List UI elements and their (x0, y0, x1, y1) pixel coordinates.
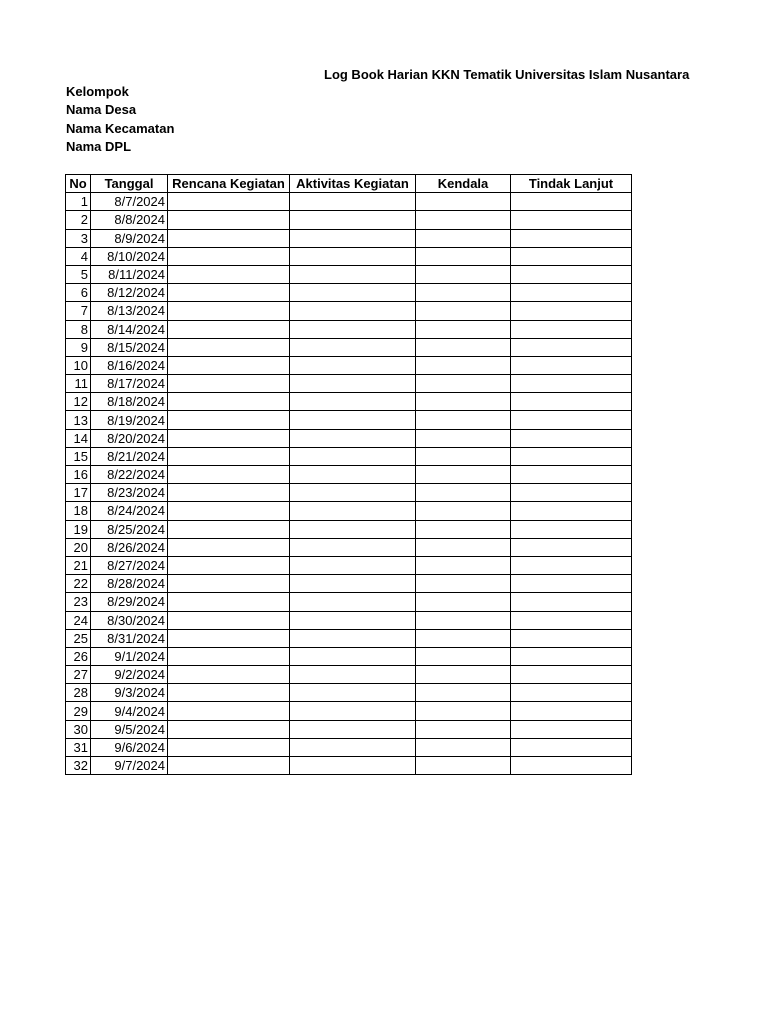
cell-tindak-lanjut[interactable] (511, 666, 632, 684)
table-row (66, 593, 632, 611)
table-row (66, 702, 632, 720)
cell-tanggal: 8/11/2024 (91, 265, 168, 283)
table-row (66, 284, 632, 302)
cell-tanggal: 8/12/2024 (91, 284, 168, 302)
cell-aktivitas-kegiatan[interactable] (290, 629, 416, 647)
cell-tanggal: 9/4/2024 (91, 702, 168, 720)
cell-rencana-kegiatan[interactable] (168, 647, 290, 665)
cell-kendala[interactable] (416, 556, 511, 574)
cell-kendala[interactable] (416, 247, 511, 265)
table-row (66, 575, 632, 593)
cell-tindak-lanjut[interactable] (511, 375, 632, 393)
cell-tanggal: 8/19/2024 (91, 411, 168, 429)
cell-tindak-lanjut[interactable] (511, 702, 632, 720)
cell-tindak-lanjut[interactable] (511, 284, 632, 302)
table-row (66, 611, 632, 629)
header-tindak-lanjut: Tindak Lanjut (511, 175, 632, 193)
cell-tanggal: 8/14/2024 (91, 320, 168, 338)
cell-tanggal: 8/23/2024 (91, 484, 168, 502)
cell-no: 17 (66, 484, 91, 502)
cell-kendala[interactable] (416, 647, 511, 665)
cell-kendala[interactable] (416, 520, 511, 538)
cell-aktivitas-kegiatan[interactable] (290, 702, 416, 720)
cell-kendala[interactable] (416, 229, 511, 247)
cell-kendala[interactable] (416, 757, 511, 775)
cell-tindak-lanjut[interactable] (511, 229, 632, 247)
table-row (66, 466, 632, 484)
cell-kendala[interactable] (416, 356, 511, 374)
cell-kendala[interactable] (416, 284, 511, 302)
cell-tanggal: 8/13/2024 (91, 302, 168, 320)
cell-rencana-kegiatan[interactable] (168, 702, 290, 720)
cell-rencana-kegiatan[interactable] (168, 538, 290, 556)
cell-aktivitas-kegiatan[interactable] (290, 575, 416, 593)
cell-aktivitas-kegiatan[interactable] (290, 757, 416, 775)
info-label-kelompok: Kelompok (66, 84, 129, 99)
cell-tindak-lanjut[interactable] (511, 502, 632, 520)
cell-tindak-lanjut[interactable] (511, 265, 632, 283)
cell-aktivitas-kegiatan[interactable] (290, 538, 416, 556)
info-label-nama-dpl: Nama DPL (66, 138, 132, 154)
table-row (66, 666, 632, 684)
header-tanggal: Tanggal (91, 175, 168, 193)
cell-kendala[interactable] (416, 320, 511, 338)
table-row (66, 265, 632, 283)
cell-kendala[interactable] (416, 193, 511, 211)
cell-tindak-lanjut[interactable] (511, 356, 632, 374)
cell-kendala[interactable] (416, 265, 511, 283)
cell-kendala[interactable] (416, 429, 511, 447)
cell-rencana-kegiatan[interactable] (168, 738, 290, 756)
cell-no: 13 (66, 411, 91, 429)
cell-aktivitas-kegiatan[interactable] (290, 520, 416, 538)
cell-tindak-lanjut[interactable] (511, 484, 632, 502)
cell-rencana-kegiatan[interactable] (168, 411, 290, 429)
cell-kendala[interactable] (416, 538, 511, 556)
cell-aktivitas-kegiatan[interactable] (290, 647, 416, 665)
cell-no: 15 (66, 447, 91, 465)
cell-kendala[interactable] (416, 211, 511, 229)
info-label-nama-kecamatan: Nama Kecamatan (66, 120, 175, 136)
cell-aktivitas-kegiatan[interactable] (290, 229, 416, 247)
cell-tindak-lanjut[interactable] (511, 593, 632, 611)
table-row (66, 320, 632, 338)
cell-no: 28 (66, 684, 91, 702)
cell-rencana-kegiatan[interactable] (168, 229, 290, 247)
cell-tindak-lanjut[interactable] (511, 575, 632, 593)
cell-rencana-kegiatan[interactable] (168, 575, 290, 593)
cell-tanggal: 8/15/2024 (91, 338, 168, 356)
cell-no: 32 (66, 757, 91, 775)
table-row (66, 538, 632, 556)
cell-no: 29 (66, 702, 91, 720)
cell-rencana-kegiatan[interactable] (168, 211, 290, 229)
table-row (66, 411, 632, 429)
cell-rencana-kegiatan[interactable] (168, 629, 290, 647)
cell-tanggal: 9/5/2024 (91, 720, 168, 738)
table-row (66, 684, 632, 702)
cell-no: 12 (66, 393, 91, 411)
cell-no: 1 (66, 193, 91, 211)
title-area (300, 66, 690, 86)
cell-aktivitas-kegiatan[interactable] (290, 411, 416, 429)
cell-rencana-kegiatan[interactable] (168, 666, 290, 684)
cell-tindak-lanjut[interactable] (511, 338, 632, 356)
cell-tindak-lanjut[interactable] (511, 684, 632, 702)
cell-tanggal: 8/30/2024 (91, 611, 168, 629)
cell-tindak-lanjut[interactable] (511, 429, 632, 447)
cell-aktivitas-kegiatan[interactable] (290, 556, 416, 574)
cell-no: 20 (66, 538, 91, 556)
info-fields (66, 83, 174, 156)
cell-rencana-kegiatan[interactable] (168, 684, 290, 702)
cell-rencana-kegiatan[interactable] (168, 193, 290, 211)
cell-tanggal: 8/10/2024 (91, 247, 168, 265)
cell-no: 9 (66, 338, 91, 356)
cell-rencana-kegiatan[interactable] (168, 611, 290, 629)
cell-aktivitas-kegiatan[interactable] (290, 247, 416, 265)
cell-tanggal: 8/18/2024 (91, 393, 168, 411)
cell-tindak-lanjut[interactable] (511, 211, 632, 229)
cell-kendala[interactable] (416, 575, 511, 593)
header-no: No (66, 175, 91, 193)
cell-rencana-kegiatan[interactable] (168, 466, 290, 484)
cell-tanggal: 9/7/2024 (91, 757, 168, 775)
cell-tindak-lanjut[interactable] (511, 738, 632, 756)
cell-tanggal: 8/8/2024 (91, 211, 168, 229)
cell-no: 22 (66, 575, 91, 593)
cell-tanggal: 8/28/2024 (91, 575, 168, 593)
cell-tanggal: 8/31/2024 (91, 629, 168, 647)
cell-kendala[interactable] (416, 720, 511, 738)
table-row (66, 338, 632, 356)
cell-tindak-lanjut[interactable] (511, 647, 632, 665)
cell-aktivitas-kegiatan[interactable] (290, 193, 416, 211)
cell-tanggal: 8/26/2024 (91, 538, 168, 556)
cell-tindak-lanjut[interactable] (511, 466, 632, 484)
cell-rencana-kegiatan[interactable] (168, 520, 290, 538)
table-row (66, 556, 632, 574)
cell-no: 14 (66, 429, 91, 447)
cell-tanggal: 8/7/2024 (91, 193, 168, 211)
info-label-nama-desa: Nama Desa (66, 102, 137, 118)
table-row (66, 302, 632, 320)
cell-no: 25 (66, 629, 91, 647)
cell-kendala[interactable] (416, 702, 511, 720)
cell-kendala[interactable] (416, 302, 511, 320)
table-row (66, 211, 632, 229)
cell-no: 24 (66, 611, 91, 629)
cell-aktivitas-kegiatan[interactable] (290, 611, 416, 629)
cell-no: 21 (66, 556, 91, 574)
cell-kendala[interactable] (416, 411, 511, 429)
cell-tindak-lanjut[interactable] (511, 411, 632, 429)
header-rencana-kegiatan: Rencana Kegiatan (168, 175, 290, 193)
table-row (66, 629, 632, 647)
cell-rencana-kegiatan[interactable] (168, 556, 290, 574)
cell-tanggal: 8/17/2024 (91, 375, 168, 393)
table-row (66, 429, 632, 447)
cell-aktivitas-kegiatan[interactable] (290, 375, 416, 393)
table-row (66, 447, 632, 465)
table-row (66, 502, 632, 520)
cell-no: 31 (66, 738, 91, 756)
cell-rencana-kegiatan[interactable] (168, 447, 290, 465)
table-row (66, 247, 632, 265)
cell-tindak-lanjut[interactable] (511, 757, 632, 775)
cell-aktivitas-kegiatan[interactable] (290, 338, 416, 356)
cell-aktivitas-kegiatan[interactable] (290, 466, 416, 484)
table-row (66, 393, 632, 411)
cell-rencana-kegiatan[interactable] (168, 338, 290, 356)
cell-aktivitas-kegiatan[interactable] (290, 393, 416, 411)
cell-tanggal: 8/21/2024 (91, 447, 168, 465)
cell-tanggal: 8/16/2024 (91, 356, 168, 374)
cell-rencana-kegiatan[interactable] (168, 484, 290, 502)
table-row (66, 193, 632, 211)
cell-rencana-kegiatan[interactable] (168, 302, 290, 320)
cell-rencana-kegiatan[interactable] (168, 429, 290, 447)
table-row (66, 356, 632, 374)
cell-aktivitas-kegiatan[interactable] (290, 666, 416, 684)
cell-no: 6 (66, 284, 91, 302)
cell-tanggal: 8/25/2024 (91, 520, 168, 538)
header-aktivitas-kegiatan: Aktivitas Kegiatan (290, 175, 416, 193)
cell-kendala[interactable] (416, 684, 511, 702)
cell-rencana-kegiatan[interactable] (168, 593, 290, 611)
cell-aktivitas-kegiatan[interactable] (290, 211, 416, 229)
cell-no: 26 (66, 647, 91, 665)
cell-tindak-lanjut[interactable] (511, 302, 632, 320)
cell-no: 10 (66, 356, 91, 374)
table-row (66, 647, 632, 665)
cell-rencana-kegiatan[interactable] (168, 265, 290, 283)
cell-aktivitas-kegiatan[interactable] (290, 356, 416, 374)
cell-tindak-lanjut[interactable] (511, 611, 632, 629)
cell-aktivitas-kegiatan[interactable] (290, 302, 416, 320)
cell-tindak-lanjut[interactable] (511, 520, 632, 538)
cell-no: 23 (66, 593, 91, 611)
cell-rencana-kegiatan[interactable] (168, 320, 290, 338)
cell-tanggal: 9/2/2024 (91, 666, 168, 684)
cell-rencana-kegiatan[interactable] (168, 375, 290, 393)
cell-no: 16 (66, 466, 91, 484)
cell-kendala[interactable] (416, 666, 511, 684)
cell-tindak-lanjut[interactable] (511, 538, 632, 556)
table-header-row (66, 175, 632, 193)
cell-tindak-lanjut[interactable] (511, 556, 632, 574)
cell-tanggal: 8/9/2024 (91, 229, 168, 247)
cell-tindak-lanjut[interactable] (511, 393, 632, 411)
cell-no: 2 (66, 211, 91, 229)
cell-aktivitas-kegiatan[interactable] (290, 484, 416, 502)
cell-tindak-lanjut[interactable] (511, 247, 632, 265)
table-row (66, 484, 632, 502)
cell-rencana-kegiatan[interactable] (168, 757, 290, 775)
cell-kendala[interactable] (416, 611, 511, 629)
cell-tanggal: 9/6/2024 (91, 738, 168, 756)
table-body (66, 193, 632, 775)
cell-no: 30 (66, 720, 91, 738)
cell-tindak-lanjut[interactable] (511, 629, 632, 647)
cell-kendala[interactable] (416, 466, 511, 484)
table-row (66, 738, 632, 756)
cell-tanggal: 8/27/2024 (91, 556, 168, 574)
cell-kendala[interactable] (416, 484, 511, 502)
cell-kendala[interactable] (416, 393, 511, 411)
document-title: Log Book Harian KKN Tematik Universitas Islam Nusantara (324, 67, 690, 82)
cell-no: 8 (66, 320, 91, 338)
cell-aktivitas-kegiatan[interactable] (290, 447, 416, 465)
cell-no: 11 (66, 375, 91, 393)
cell-rencana-kegiatan[interactable] (168, 356, 290, 374)
cell-no: 5 (66, 265, 91, 283)
cell-kendala[interactable] (416, 338, 511, 356)
cell-no: 19 (66, 520, 91, 538)
cell-rencana-kegiatan[interactable] (168, 284, 290, 302)
cell-kendala[interactable] (416, 502, 511, 520)
cell-aktivitas-kegiatan[interactable] (290, 593, 416, 611)
cell-kendala[interactable] (416, 447, 511, 465)
cell-rencana-kegiatan[interactable] (168, 502, 290, 520)
cell-tanggal: 8/29/2024 (91, 593, 168, 611)
cell-aktivitas-kegiatan[interactable] (290, 720, 416, 738)
cell-rencana-kegiatan[interactable] (168, 247, 290, 265)
cell-aktivitas-kegiatan[interactable] (290, 429, 416, 447)
cell-tanggal: 8/22/2024 (91, 466, 168, 484)
cell-aktivitas-kegiatan[interactable] (290, 502, 416, 520)
cell-tanggal: 9/3/2024 (91, 684, 168, 702)
cell-tindak-lanjut[interactable] (511, 193, 632, 211)
cell-rencana-kegiatan[interactable] (168, 720, 290, 738)
table-row (66, 520, 632, 538)
cell-tindak-lanjut[interactable] (511, 320, 632, 338)
cell-tanggal: 9/1/2024 (91, 647, 168, 665)
cell-no: 3 (66, 229, 91, 247)
cell-aktivitas-kegiatan[interactable] (290, 265, 416, 283)
cell-kendala[interactable] (416, 629, 511, 647)
cell-kendala[interactable] (416, 375, 511, 393)
cell-tanggal: 8/20/2024 (91, 429, 168, 447)
cell-no: 4 (66, 247, 91, 265)
table-row (66, 229, 632, 247)
cell-kendala[interactable] (416, 593, 511, 611)
cell-tindak-lanjut[interactable] (511, 720, 632, 738)
table-row (66, 757, 632, 775)
cell-aktivitas-kegiatan[interactable] (290, 684, 416, 702)
cell-no: 27 (66, 666, 91, 684)
cell-no: 18 (66, 502, 91, 520)
cell-tanggal: 8/24/2024 (91, 502, 168, 520)
table-row (66, 375, 632, 393)
logbook-table (65, 174, 632, 775)
cell-rencana-kegiatan[interactable] (168, 393, 290, 411)
cell-no: 7 (66, 302, 91, 320)
cell-kendala[interactable] (416, 738, 511, 756)
cell-aktivitas-kegiatan[interactable] (290, 320, 416, 338)
table-row (66, 720, 632, 738)
header-kendala: Kendala (416, 175, 511, 193)
cell-tindak-lanjut[interactable] (511, 447, 632, 465)
cell-aktivitas-kegiatan[interactable] (290, 284, 416, 302)
cell-aktivitas-kegiatan[interactable] (290, 738, 416, 756)
